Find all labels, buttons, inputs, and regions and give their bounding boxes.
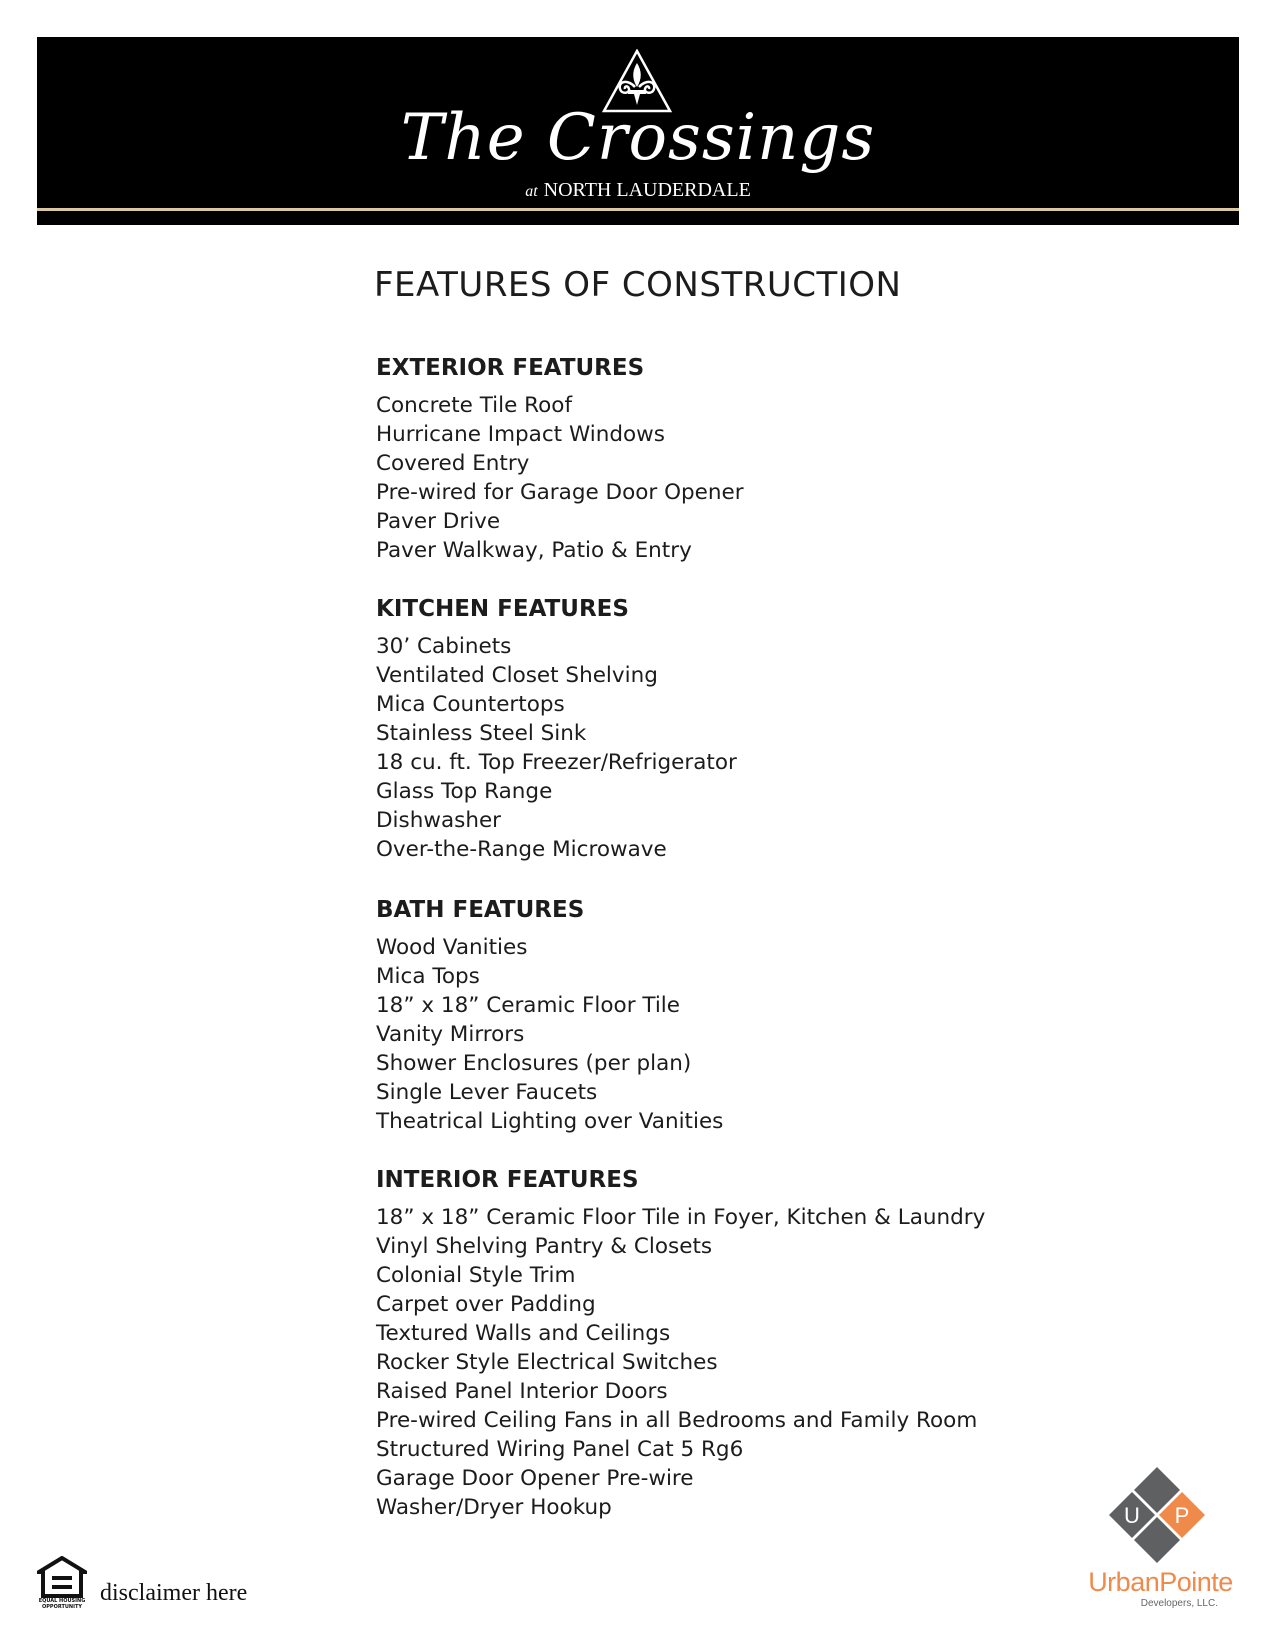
developer-name-part2: Pointe <box>1159 1567 1233 1597</box>
list-item: Theatrical Lighting over Vanities <box>376 1109 724 1134</box>
list-item: Mica Tops <box>376 964 480 989</box>
developer-name-part1: Urban <box>1088 1567 1160 1597</box>
list-item: Paver Drive <box>376 509 501 534</box>
feature-list <box>376 1203 985 1522</box>
list-item: 18 cu. ft. Top Freezer/Refrigerator <box>376 750 737 775</box>
list-item: Carpet over Padding <box>376 1292 596 1317</box>
list-item: Covered Entry <box>376 451 530 476</box>
list-item: Stainless Steel Sink <box>376 721 587 746</box>
list-item: Mica Countertops <box>376 692 565 717</box>
list-item: Single Lever Faucets <box>376 1080 598 1105</box>
section-heading: BATH FEATURES <box>376 897 585 923</box>
section-bath-features <box>376 895 723 1136</box>
logo-location: NORTH LAUDERDALE <box>543 179 751 201</box>
list-item: 30’ Cabinets <box>376 634 512 659</box>
list-item: Textured Walls and Ceilings <box>376 1321 671 1346</box>
logo-title: The Crossings <box>400 101 876 175</box>
list-item: Shower Enclosures (per plan) <box>376 1051 692 1076</box>
monogram-u: U <box>1124 1503 1140 1528</box>
list-item: Over-the-Range Microwave <box>376 837 667 862</box>
page-title: FEATURES OF CONSTRUCTION <box>374 265 902 305</box>
list-item: Washer/Dryer Hookup <box>376 1495 612 1520</box>
list-item: Ventilated Closet Shelving <box>376 663 658 688</box>
list-item: Concrete Tile Roof <box>376 393 573 418</box>
feature-list <box>376 391 744 565</box>
list-item: 18” x 18” Ceramic Floor Tile <box>376 993 681 1018</box>
list-item: Pre-wired for Garage Door Opener <box>376 480 744 505</box>
section-heading: KITCHEN FEATURES <box>376 596 629 622</box>
section-interior-features <box>376 1165 985 1522</box>
list-item: Hurricane Impact Windows <box>376 422 665 447</box>
list-item: 18” x 18” Ceramic Floor Tile in Foyer, Kitchen & Laundry <box>376 1205 986 1230</box>
section-exterior-features <box>376 353 744 565</box>
logo-subtitle <box>37 179 1239 202</box>
monogram-p: P <box>1174 1503 1190 1528</box>
developer-subtitle: Developers, LLC. <box>1140 1598 1218 1609</box>
list-item: Pre-wired Ceiling Fans in all Bedrooms and Family Room <box>376 1408 978 1433</box>
list-item: Vanity Mirrors <box>376 1022 525 1047</box>
list-item: Garage Door Opener Pre-wire <box>376 1466 694 1491</box>
disclaimer: disclaimer here <box>100 1580 248 1606</box>
equal-housing-text: EQUAL HOUSING OPPORTUNITY <box>38 1598 86 1610</box>
list-item: Rocker Style Electrical Switches <box>376 1350 718 1375</box>
logo-at: at <box>525 183 538 200</box>
feature-list <box>376 632 737 864</box>
list-item: Colonial Style Trim <box>376 1263 576 1288</box>
section-heading: INTERIOR FEATURES <box>376 1167 639 1193</box>
banner-rule <box>37 208 1239 211</box>
section-heading: EXTERIOR FEATURES <box>376 355 645 381</box>
header-banner <box>37 37 1239 225</box>
list-item: Raised Panel Interior Doors <box>376 1379 668 1404</box>
list-item: Structured Wiring Panel Cat 5 Rg6 <box>376 1437 744 1462</box>
list-item: Vinyl Shelving Pantry & Closets <box>376 1234 713 1259</box>
list-item: Wood Vanities <box>376 935 528 960</box>
urbanpointe-logo-icon <box>1105 1465 1210 1570</box>
section-kitchen-features <box>376 594 737 864</box>
list-item: Dishwasher <box>376 808 502 833</box>
list-item: Glass Top Range <box>376 779 553 804</box>
list-item: Paver Walkway, Patio & Entry <box>376 538 692 563</box>
feature-list <box>376 933 723 1136</box>
developer-name <box>1083 1567 1238 1598</box>
